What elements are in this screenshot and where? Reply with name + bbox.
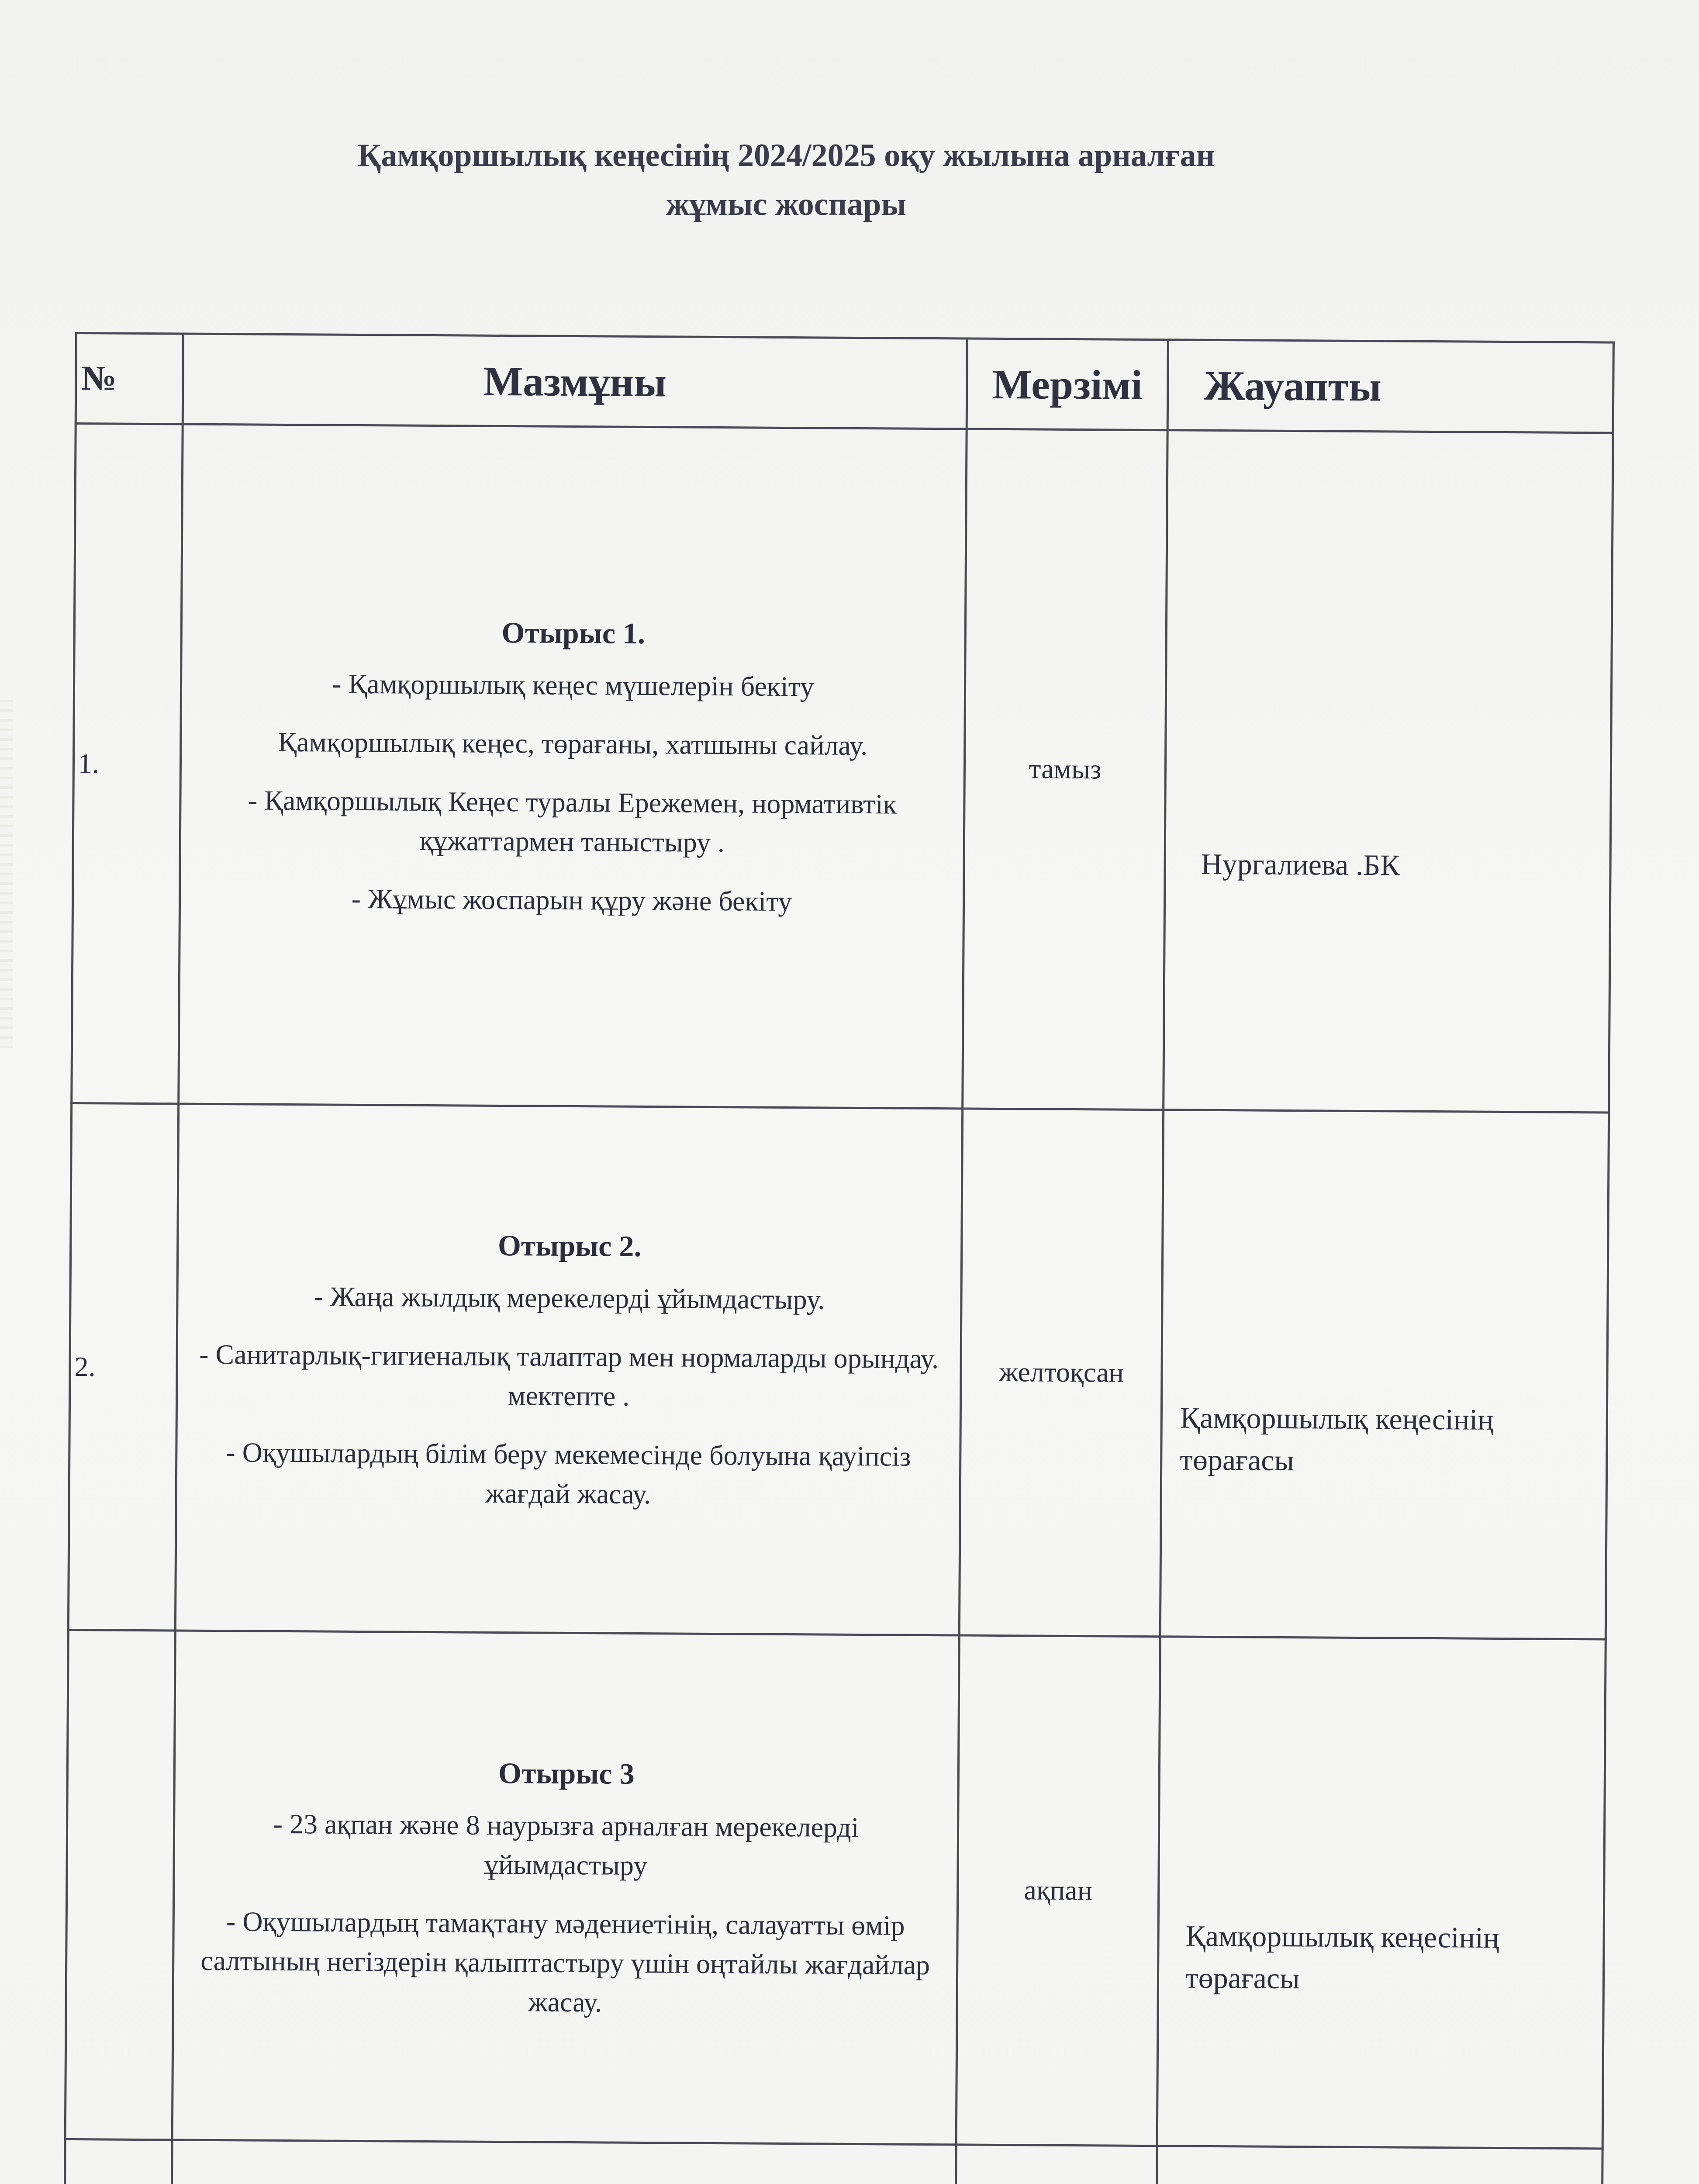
session-title: Отырыс 1. bbox=[501, 615, 646, 650]
agenda-item: - Оқушылардың білім беру мекемесінде болуына қауіпсіз жағдай жасау. bbox=[226, 1436, 911, 1510]
row-term bbox=[953, 2145, 1157, 2184]
agenda-item: - Қамқоршылық кеңес мүшелерін бекіту bbox=[332, 668, 815, 702]
row-term: тамыз bbox=[963, 429, 1167, 1110]
header-number: № bbox=[76, 333, 183, 424]
work-plan-table bbox=[61, 332, 1615, 2184]
row-term: желтоқсан bbox=[959, 1109, 1163, 1637]
row-responsible: Нургалиева .БК bbox=[1164, 430, 1613, 1113]
table-header-row bbox=[76, 333, 1613, 433]
agenda-item: - Жаңа жылдық мерекелерді ұйымдастыру. bbox=[314, 1280, 825, 1315]
title-line-1: Қамқоршылық кеңесінің 2024/2025 оқу жылына арналған bbox=[357, 138, 1215, 173]
row-responsible: Қамқоршылық кеңесінің төрағасы bbox=[1160, 1110, 1609, 1639]
agenda-item: - 23 ақпан және 8 наурызға арналған мерекелерді ұйымдастыру bbox=[273, 1808, 859, 1881]
row-content bbox=[169, 2140, 956, 2184]
agenda-item: - Жұмыс жоспарын құру және бекіту bbox=[351, 883, 792, 917]
title-line-2: жұмыс жоспары bbox=[666, 187, 907, 222]
row-number: 2. bbox=[68, 1103, 178, 1630]
agenda-item: Қамқоршылық кеңес, төрағаны, хатшыны сайлау. bbox=[278, 726, 868, 761]
row-number bbox=[65, 1630, 175, 2139]
header-content: Мазмұны bbox=[183, 334, 967, 429]
row-content bbox=[172, 1631, 959, 2145]
session-title: Отырыс 2. bbox=[497, 1228, 642, 1263]
table-row bbox=[68, 1103, 1609, 1639]
table-row bbox=[72, 424, 1613, 1113]
agenda-item: - Қамқоршылық Кеңес туралы Ережемен, нормативтік құжаттармен таныстыру . bbox=[248, 784, 897, 858]
row-content bbox=[175, 1104, 962, 1635]
header-responsible: Жауапты bbox=[1167, 340, 1613, 433]
session-title: Отырыс 3 bbox=[498, 1756, 635, 1790]
agenda-item: - Оқушылардың тамақтану мәдениетінің, салауатты өмір салтының негіздерін қалыптастыру үшін оңтайлы жағдайлар жасау. bbox=[200, 1905, 930, 2018]
row-term: ақпан bbox=[956, 1635, 1160, 2146]
row-number: 1. bbox=[72, 424, 183, 1104]
row-number bbox=[62, 2139, 172, 2184]
header-term: Мерзімі bbox=[967, 339, 1168, 430]
table-row bbox=[65, 1630, 1606, 2148]
page-edge-shadow bbox=[0, 699, 13, 1048]
agenda-item: - Санитарлық-гигиеналық талаптар мен нормаларды орындау. мектепте . bbox=[199, 1338, 939, 1412]
row-responsible: Қамқоршылық кеңесінің төрағасы bbox=[1157, 1637, 1606, 2149]
document-title bbox=[218, 131, 1354, 229]
row-responsible bbox=[1154, 2146, 1602, 2184]
row-content bbox=[179, 424, 967, 1109]
